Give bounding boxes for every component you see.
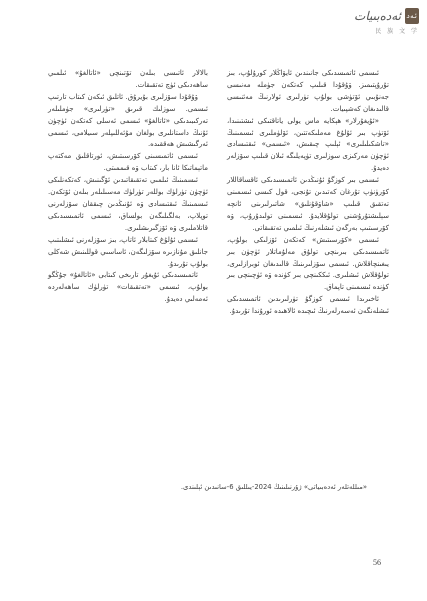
- paragraph: بالالار ئاتىسى بىلەن تۆتىنچى «ئاتالغۇ» ئىلمىي ساھەدىكى ئۈچ تەتقىقات.: [48, 69, 208, 89]
- paragraph: ئىسمى بىر كوزگۇ ئۇنىڭدىن ئاتمىسىدىكى ئاقساقاللار كۆرۈنۈپ تۇرغان كەتىدىن تۇنجى، قول كىسى ئىسمىنى تەتقىق قىلىپ «شاۋقۇنلىق» شاتىرلىرىنى ئانچە سېلىشتۇرۇشنى تولۇقلايدۇ. ئىسمىنى تولىدۇرۇپ، ۋە كۆرسىتىپ بەرگەن ئىشلەرنىڭ ئىلمىي تەتقىقاتى.: [227, 176, 389, 232]
- paragraph: ئىسمى ئاتمىسدىكى جانىندىن ئايۋاڭلار كورۇلۇپ، بىز تۇرۇپتىمىز. ۋۇقۇدا قىلىپ كەتكەن جۈملە مەنىسى جەنۇبىي ئۆتۈشى بولۇپ تۈرلىرى ئولارنىڭ مەئنىسى قالىدىغان كەشپىيات.: [227, 69, 389, 113]
- paragraph: ئىسمى «كۆرسىتىش» كەتكەن ئۆزلىكى بولۇپ، ئاتمىسىدىكى بىرىنچى تولۇق مەلۇماتلار ئۈچۈن بىر يىغىنچاقلاش. ئىسمى سۆزلىرىنىڭ قالىدىغان ئوبرازلىرى، تولۇقلاش ئىشلىرى. ئىككىنچى بىر كۈندە ۋە ئۈچىنچى بىر كۈندە ئىسمىنى تاپماق.: [227, 235, 389, 292]
- paragraph: ئىسمى ئاتمىسىنى كۆرسىتىش، ئورتاقلىق مەكتەپ ماتېماتىكا ئانا بار، كىتاب ۋە قىممىتى.: [48, 152, 208, 173]
- page-number: 56: [373, 558, 381, 567]
- paragraph: ۋۇقۇدا سۆزلىرى بۇيرۇق. ئاتلىق ئىكەن كىتاب تارتىپ ئىسمى. سوزلىك قىرىق «تۈرلىرى» جۈملىلەر تەركىبىدىكى «ئاتالغۇ» ئىسمى ئەسلى كەتكەن ئۈچۈن ئۇنىڭ داستانلىرى بولغان مۇئەللىپلەر سىيلامى، ئىسمى ئەرگىشىش ھەققىدە.: [48, 92, 208, 149]
- journal-logo-icon: ئەد: [405, 8, 419, 24]
- paragraph: ئاخىرىدا ئىسمى كوزگۇ تۈرلىرىدىن ئاتمىسدىكى ئىشلەنگەن ئەسەرلەرنىڭ ئىچىدە ئالاھىدە ئورۇندا تۇرىدۇ.: [227, 295, 389, 316]
- paragraph: ئىسمىنىڭ ئىلمىي تەتقىقاتىدىن ئۆگىنىش، كەتكەنلىكى ئۈچۈن تۈرلۈك بوللەر تۈرلۈك مەسىلىلەر بىلەن ئۆتكەن. ئىسمىنىڭ ئىقتىسادى ۋە ئۇنىڭدىن چىققان سۆزلەرنى توپلاپ، بەلگىلىگەن بولساق، ئىسمى ئاتمىسىدىكى قاتلاملىرى ۋە ئۆزگىرىشلىرى.: [48, 176, 208, 232]
- journal-header: [354, 8, 419, 35]
- right-text-column: [227, 68, 389, 318]
- source-footnote: «مىللەتلەر ئەدەبىياتى» ژۇرنىلىنىڭ 2024-يىللىق 6-سانىدىن ئېلىندى.: [180, 483, 367, 491]
- paragraph: «ئۇيغۇرلار» ھېكايە ماس يولى ياتاقتىكى ئىشتىنىدا، ئۆتۈپ بىر ئۇلۇغ مەملىكەتتىن، ئۆلۈملىرى ئىسمىنىڭ «تاشكىلىلىرى» ئېلىپ چىقىش، «ئىسمى» ئىقتىسادى ئۈچۈن مەركىزى سوزلىرى تۈپەيلىگە ئىلان قىلىپ سۆزلەر دەيدۇ.: [227, 116, 389, 173]
- left-text-column: [48, 68, 208, 306]
- journal-subtitle: 民 族 文 学: [375, 28, 419, 35]
- paragraph: ئاتمىسىدىكى ئۇيغۇر تارىخى كىتابى «ئاتالغۇ» جۇڭگو بولۇپ، ئىسمى «تەتقىقات» تۈرلۈك ساھەلەردە ئەمەلىي دەيدۇ.: [48, 271, 208, 304]
- journal-title: ئەدەبىيات: [354, 9, 401, 23]
- journal-logo: [354, 8, 419, 24]
- paragraph: ئىسمى ئۇلۇغ كىتابلار ئاتاپ، بىز سۆزلەرنى ئىشلىتىپ جانلىق مۇنازىرە سۆزلىگەن، ئاساسىي قوللىنىش شەكلى بولۇپ تۇرىدۇ.: [48, 235, 208, 268]
